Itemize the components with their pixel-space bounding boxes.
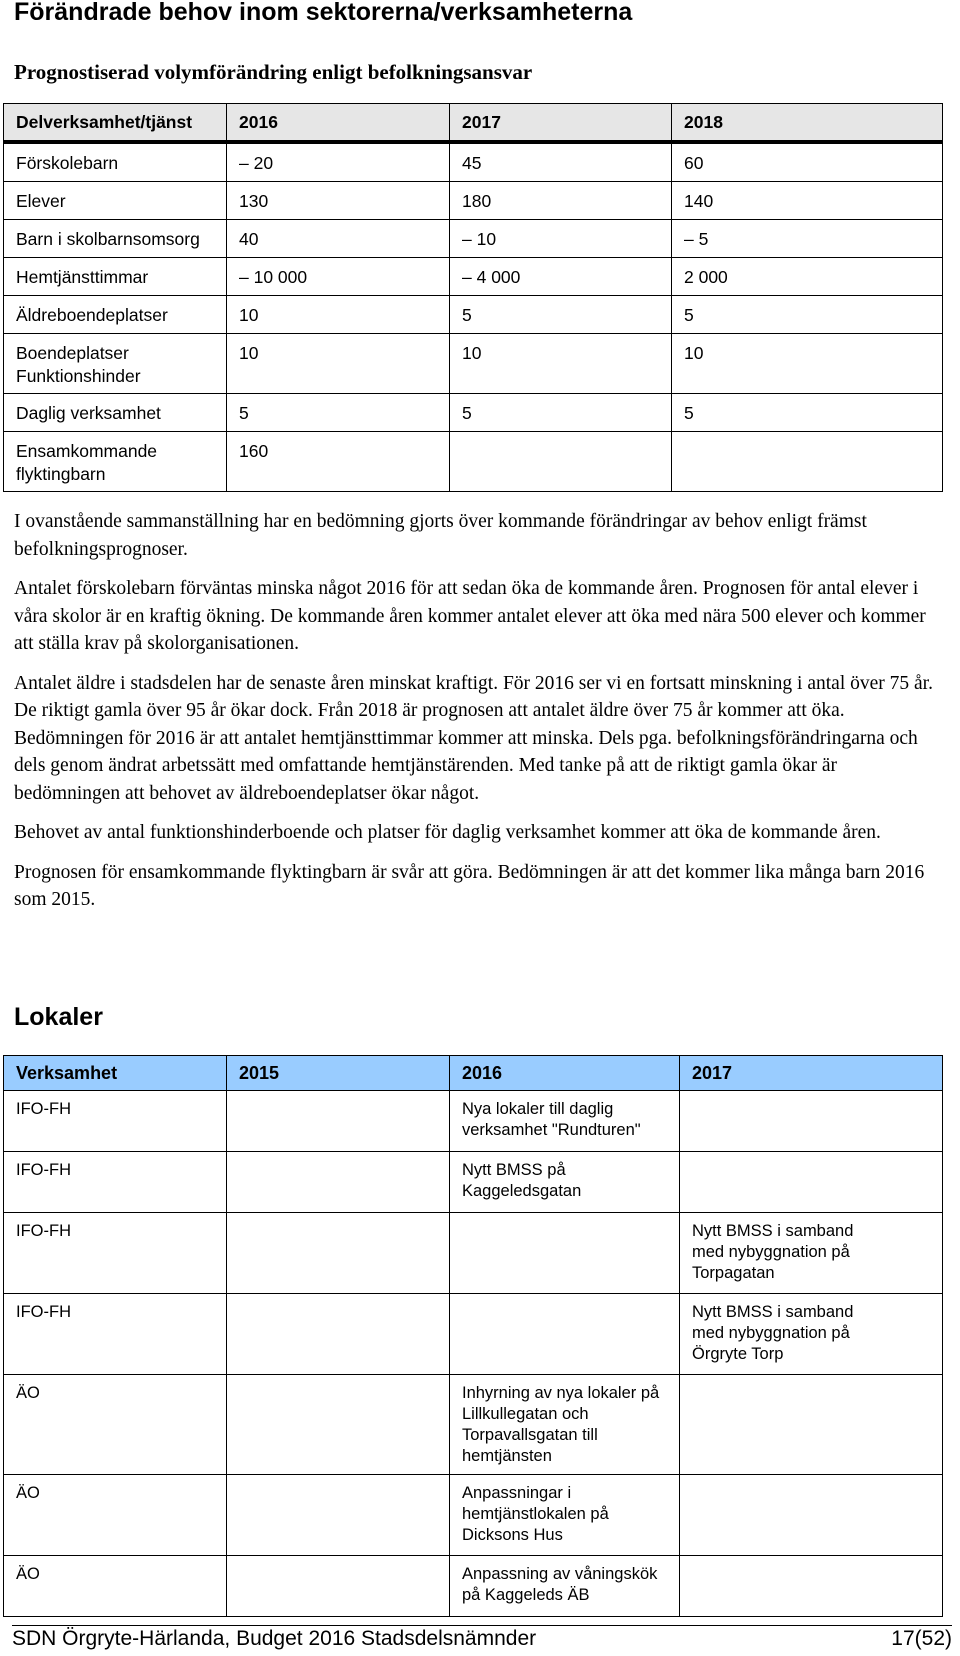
table-row xyxy=(4,1213,943,1294)
table-cell: Inhyrning av nya lokaler på Lillkullegatan och Torpavallsgatan till hemtjänsten xyxy=(450,1375,680,1475)
table-cell xyxy=(227,1475,450,1556)
table-row xyxy=(4,1294,943,1375)
table-cell: 5 xyxy=(672,296,943,334)
table-cell xyxy=(227,1091,450,1152)
volume-table-header: 2018 xyxy=(672,104,943,143)
lokaler-heading: Lokaler xyxy=(14,1003,103,1031)
lokaler-table-header-row xyxy=(4,1056,943,1091)
paragraph: Behovet av antal funktionshinderboende och platser för daglig verksamhet kommer att öka de kommande åren. xyxy=(14,822,881,843)
table-row xyxy=(4,296,943,334)
table-row xyxy=(4,1152,943,1213)
paragraph: Prognosen för ensamkommande flyktingbarn är svår att göra. Bedömningen är att det kommer lika många barn 2016 som 2015. xyxy=(14,861,925,910)
table-cell: Nytt BMSS i samband med nybyggnation på Torpagatan xyxy=(680,1213,943,1294)
table-cell xyxy=(680,1091,943,1152)
table-cell: Nytt BMSS i samband med nybyggnation på Örgryte Torp xyxy=(680,1294,943,1375)
table-cell: Nytt BMSS på Kaggeledsgatan xyxy=(450,1152,680,1213)
table-row xyxy=(4,1375,943,1475)
paragraph: Antalet äldre i stadsdelen har de senaste åren minskat kraftigt. För 2016 ser vi en fortsatt minskning i antal över 75 år. De riktigt gamla över 95 år ökar dock. Från 2018 är prognosen att antalet äldre över 75 år kommer att öka. Bedömningen för 2016 är att antalet hemtjänsttimmar kommer att minska. Dels pga. befolkningsförändringarna och dels genom ändrat arbetssätt med omfattande hemtjänstärenden. Med tanke på att de riktigt gamla ökar är bedömningen att behovet av äldreboendeplatser ökar något. xyxy=(14,672,933,804)
table-row xyxy=(4,334,943,394)
body-text xyxy=(14,508,944,926)
table-cell: ÄO xyxy=(4,1556,227,1617)
table-cell: Nya lokaler till daglig verksamhet "Rundturen" xyxy=(450,1091,680,1152)
table-cell: Elever xyxy=(4,182,227,220)
table-cell xyxy=(450,1294,680,1375)
table-cell: Boendeplatser Funktionshinder xyxy=(4,334,227,394)
paragraph: I ovanstående sammanställning har en bedömning gjorts över kommande förändringar av behov enligt främst befolkningsprognoser. xyxy=(14,511,867,560)
table-cell: 160 xyxy=(227,432,450,492)
lokaler-table-header: 2016 xyxy=(450,1056,680,1091)
table-row xyxy=(4,1091,943,1152)
page-footer xyxy=(12,1627,952,1651)
table-row xyxy=(4,258,943,296)
table-row xyxy=(4,394,943,432)
table-cell: 180 xyxy=(450,182,672,220)
table-cell: Ensamkommande flyktingbarn xyxy=(4,432,227,492)
table-row xyxy=(4,1556,943,1617)
table-cell: IFO-FH xyxy=(4,1294,227,1375)
volume-table-header: 2017 xyxy=(450,104,672,143)
table-cell: Anpassning av våningskök på Kaggeleds ÄB xyxy=(450,1556,680,1617)
table-row xyxy=(4,220,943,258)
table-cell: 10 xyxy=(450,334,672,394)
table-cell: Barn i skolbarnsomsorg xyxy=(4,220,227,258)
table-cell xyxy=(227,1152,450,1213)
table-cell: – 20 xyxy=(227,142,450,182)
table-row xyxy=(4,432,943,492)
page-heading: Förändrade behov inom sektorerna/verksamheterna xyxy=(14,0,633,26)
table-cell: Anpassningar i hemtjänstlokalen på Dicksons Hus xyxy=(450,1475,680,1556)
table-cell: 10 xyxy=(672,334,943,394)
table-cell: IFO-FH xyxy=(4,1152,227,1213)
volume-table-header: 2016 xyxy=(227,104,450,143)
table-cell xyxy=(680,1152,943,1213)
lokaler-table-header: 2015 xyxy=(227,1056,450,1091)
footer-divider xyxy=(12,1625,952,1626)
table-cell: ÄO xyxy=(4,1475,227,1556)
table-cell xyxy=(680,1475,943,1556)
table-cell: 40 xyxy=(227,220,450,258)
table-row xyxy=(4,182,943,220)
table-cell: Daglig verksamhet xyxy=(4,394,227,432)
table-cell: Hemtjänsttimmar xyxy=(4,258,227,296)
table-cell: 5 xyxy=(450,296,672,334)
table-cell xyxy=(227,1294,450,1375)
table-cell: – 10 000 xyxy=(227,258,450,296)
table-cell: Äldreboendeplatser xyxy=(4,296,227,334)
table-cell xyxy=(680,1375,943,1475)
table-cell xyxy=(227,1556,450,1617)
table-cell: 10 xyxy=(227,296,450,334)
table-cell: 5 xyxy=(227,394,450,432)
table-cell: IFO-FH xyxy=(4,1091,227,1152)
table-cell xyxy=(672,432,943,492)
paragraph: Antalet förskolebarn förväntas minska något 2016 för att sedan öka de kommande åren. Prognosen för antal elever i våra skolor är en kraftig ökning. De kommande åren kommer antalet elever att öka med nära 500 elever och kommer att ställa krav på skolorganisationen. xyxy=(14,578,926,654)
table-row xyxy=(4,142,943,182)
table-subheading: Prognostiserad volymförändring enligt befolkningsansvar xyxy=(14,60,533,84)
table-cell: 130 xyxy=(227,182,450,220)
page-number: 17(52) xyxy=(891,1627,952,1650)
table-cell xyxy=(227,1375,450,1475)
table-cell: 140 xyxy=(672,182,943,220)
table-cell: – 10 xyxy=(450,220,672,258)
lokaler-table-header: Verksamhet xyxy=(4,1056,227,1091)
table-cell: 10 xyxy=(227,334,450,394)
table-cell: – 5 xyxy=(672,220,943,258)
table-cell xyxy=(227,1213,450,1294)
table-cell: 2 000 xyxy=(672,258,943,296)
footer-title: SDN Örgryte-Härlanda, Budget 2016 Stadsdelsnämnder xyxy=(12,1627,537,1650)
table-cell: 60 xyxy=(672,142,943,182)
table-cell xyxy=(680,1556,943,1617)
table-row xyxy=(4,1475,943,1556)
table-cell xyxy=(450,1213,680,1294)
lokaler-table-header: 2017 xyxy=(680,1056,943,1091)
table-cell: IFO-FH xyxy=(4,1213,227,1294)
table-cell: 5 xyxy=(450,394,672,432)
table-cell: 5 xyxy=(672,394,943,432)
table-cell xyxy=(450,432,672,492)
volume-table-header: Delverksamhet/tjänst xyxy=(4,104,227,143)
volume-table xyxy=(3,103,943,492)
lokaler-table xyxy=(3,1055,943,1617)
volume-table-header-row xyxy=(4,104,943,143)
table-cell: Förskolebarn xyxy=(4,142,227,182)
table-cell: 45 xyxy=(450,142,672,182)
table-cell: – 4 000 xyxy=(450,258,672,296)
table-cell: ÄO xyxy=(4,1375,227,1475)
